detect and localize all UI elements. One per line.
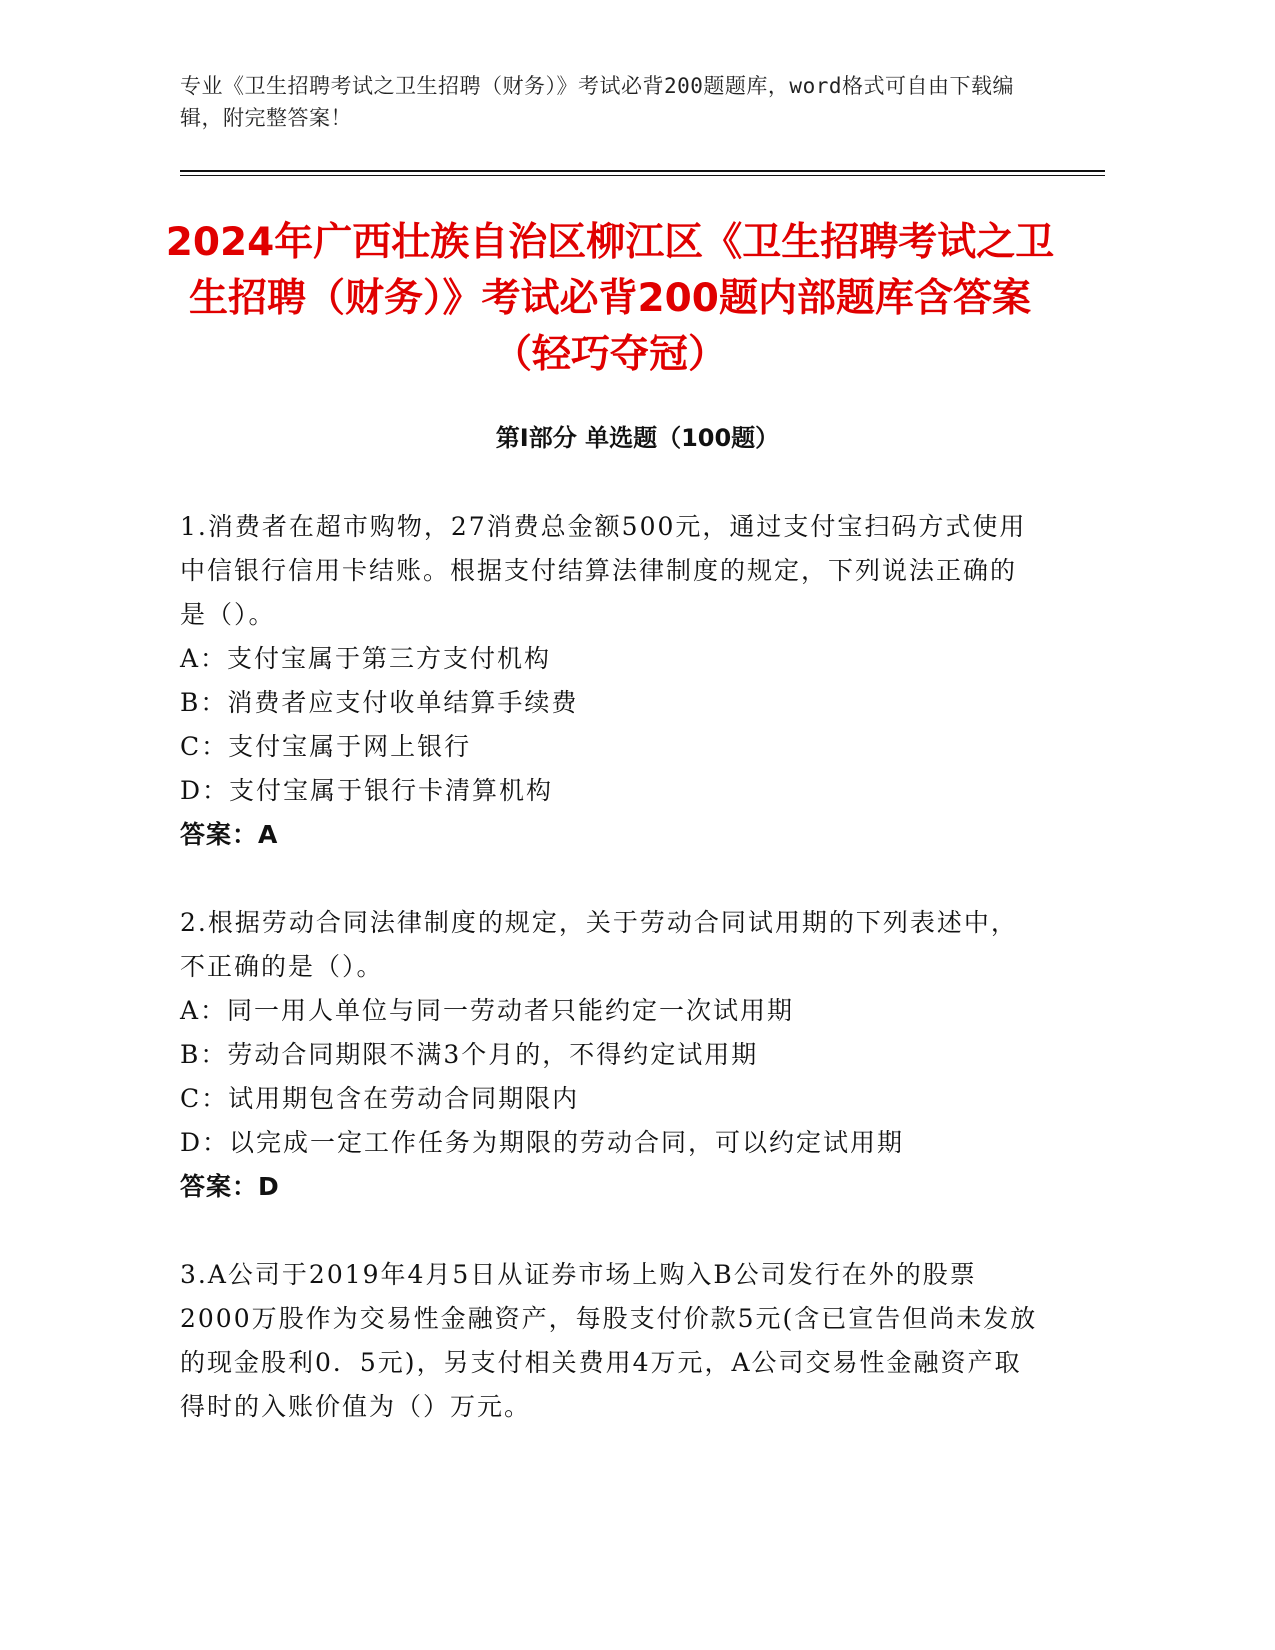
option-d: D：支付宝属于银行卡清算机构 xyxy=(180,776,554,805)
option-a: A：同一用人单位与同一劳动者只能约定一次试用期 xyxy=(180,996,795,1025)
document-title: 2024年广西壮族自治区柳江区《卫生招聘考试之卫生招聘（财务）》考试必背200题内部题库含答案（轻巧夺冠） xyxy=(165,220,1055,377)
option-b: B：消费者应支付收单结算手续费 xyxy=(180,688,579,717)
option-d: D：以完成一定工作任务为期限的劳动合同，可以约定试用期 xyxy=(180,1128,905,1157)
question-stem: 3.A公司于2019年4月5日从证券市场上购入B公司发行在外的股票2000万股作为交易性金融资产，每股支付价款5元(含已宣告但尚未发放的现金股利0．5元)，另支付相关费用4万元，A公司交易性金融资产取得时的入账价值为（）万元。 xyxy=(180,1260,1038,1421)
option-c: C：试用期包含在劳动合同期限内 xyxy=(180,1084,580,1113)
question-list xyxy=(180,505,1040,1473)
option-a: A：支付宝属于第三方支付机构 xyxy=(180,644,552,673)
question-2 xyxy=(180,901,1040,1209)
question-stem: 2.根据劳动合同法律制度的规定，关于劳动合同试用期的下列表述中，不正确的是（）。 xyxy=(180,908,1018,981)
question-3 xyxy=(180,1253,1040,1429)
option-b: B：劳动合同期限不满3个月的，不得约定试用期 xyxy=(180,1040,759,1069)
header-divider xyxy=(180,170,1105,172)
header-note: 专业《卫生招聘考试之卫生招聘（财务）》考试必背200题题库，word格式可自由下载编辑，附完整答案！ xyxy=(180,74,1014,130)
option-c: C：支付宝属于网上银行 xyxy=(180,732,472,761)
answer: 答案：A xyxy=(180,820,279,849)
question-1 xyxy=(180,505,1040,857)
question-stem: 1.消费者在超市购物，27消费总金额500元，通过支付宝扫码方式使用中信银行信用卡结账。根据支付结算法律制度的规定，下列说法正确的是（）。 xyxy=(180,512,1027,629)
header-divider-thin xyxy=(180,175,1105,176)
section-heading: 第Ⅰ部分 单选题（100题） xyxy=(495,424,780,452)
answer: 答案：D xyxy=(180,1172,280,1201)
